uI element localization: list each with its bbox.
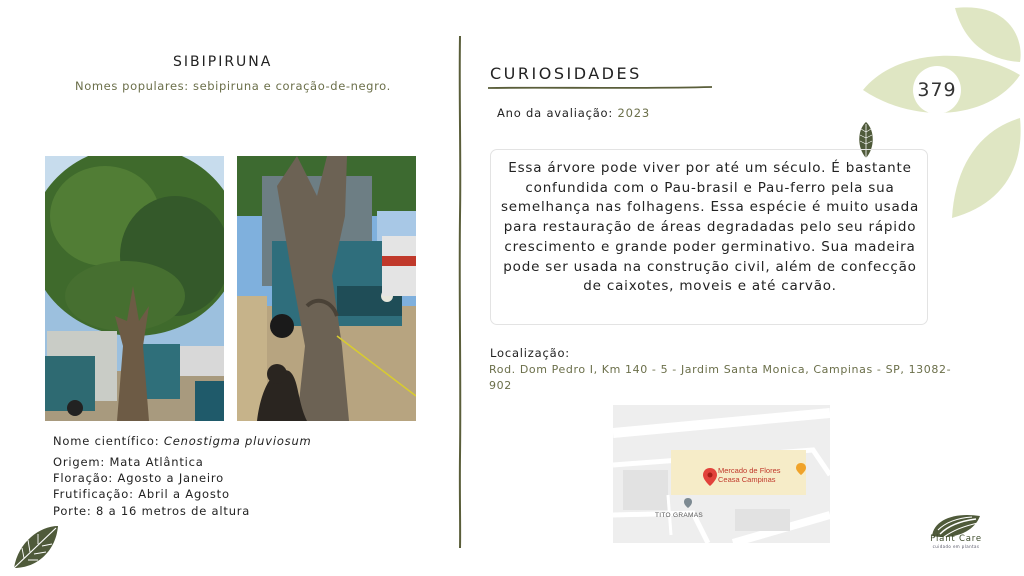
leaf-icon — [10, 522, 62, 572]
location-map[interactable] — [613, 405, 830, 543]
location-label: Localização: — [490, 346, 570, 360]
map-pin-icon[interactable] — [702, 467, 718, 487]
popular-names: Nomes populares: sebipiruna e coração-de-negro. — [75, 79, 391, 93]
scientific-name-label: Nome científico: — [53, 434, 160, 448]
map-place-label — [718, 466, 781, 484]
scientific-name-line — [53, 434, 312, 448]
map-place-line2: Ceasa Campinas — [718, 475, 776, 484]
logo-tagline: cuidado em plantas — [932, 544, 980, 549]
page-number: 379 — [913, 66, 961, 114]
scientific-name: Cenostigma pluviosum — [163, 434, 312, 448]
tree-photo-1 — [45, 156, 224, 421]
column-divider — [456, 36, 464, 548]
logo-name: Plant Care — [930, 534, 982, 544]
evaluation-year-label: Ano da avaliação: — [497, 106, 614, 120]
curiosities-title: CURIOSIDADES — [490, 64, 642, 83]
origin-text: Origem: Mata Atlântica — [53, 455, 204, 469]
species-title: SIBIPIRUNA — [173, 54, 273, 70]
map-place-line1: Mercado de Flores — [718, 466, 781, 475]
location-address: Rod. Dom Pedro I, Km 140 - 5 - Jardim Santa Monica, Campinas - SP, 13082-902 — [489, 363, 952, 392]
evaluation-year-value: 2023 — [617, 106, 651, 120]
food-pin-icon[interactable] — [795, 462, 807, 476]
title-underline — [488, 84, 712, 92]
evaluation-year — [497, 106, 650, 120]
curiosities-text: Essa árvore pode viver por até um século. É bastante confundida com o Pau-brasil e Pau-ferro pela sua semelhança nas folhagens. Essa espécie é muito usada para restauração de áreas degradadas pelo seu rápido crescimento e grande poder germinativo. Sua madeira pode ser usada na construção civil, além de confecção de caixotes, moveis e até carvão. — [500, 160, 920, 295]
poi-pin-icon[interactable] — [683, 497, 693, 509]
map-poi-label: TITO GRAMAS — [655, 512, 703, 519]
tree-photo-2 — [237, 156, 416, 421]
size-text: Porte: 8 a 16 metros de altura — [53, 504, 251, 518]
flowering-text: Floração: Agosto a Janeiro — [53, 471, 224, 485]
fruiting-text: Frutificação: Abril a Agosto — [53, 487, 230, 501]
